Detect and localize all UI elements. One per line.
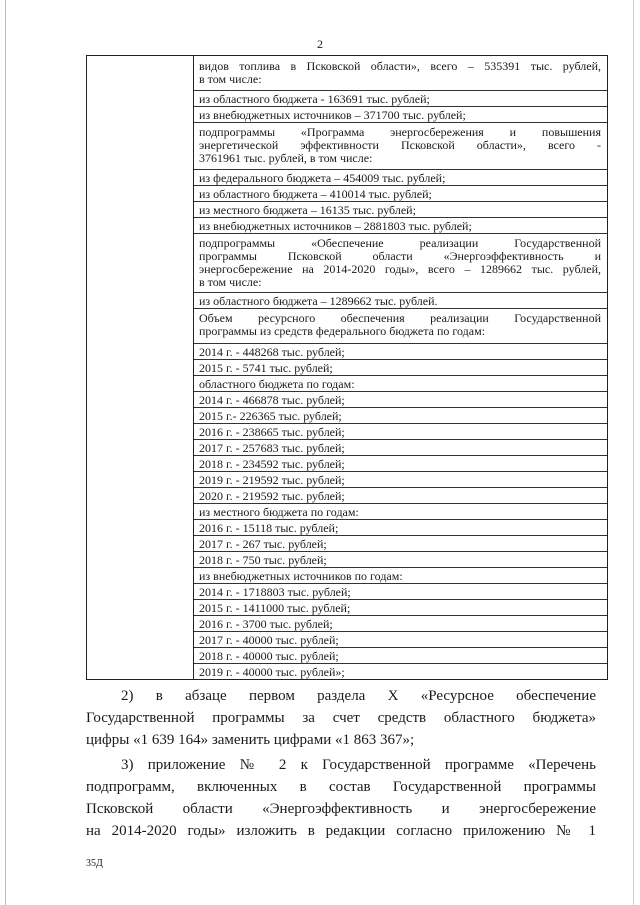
scan-edge-left [5, 0, 6, 905]
paragraph-line: подпрограмм, включенных в состав Государственной программы [86, 779, 596, 795]
paragraph-line: на 2014-2020 годы» изложить в редакции согласно приложению № 1 [86, 823, 596, 839]
table-row [194, 488, 607, 504]
paragraph-line: Псковской области «Энергоэффективность и энергосбережение [86, 801, 596, 817]
table-cell-line: программы Псковской области «Энергоэффективность и [199, 249, 601, 263]
table-cell-line: 2017 г. - 257683 тыс. рублей; [199, 441, 345, 455]
table-cell-line: энергетической эффективности Псковской области», всего - [199, 138, 601, 152]
table-row [194, 616, 607, 632]
table-row [194, 584, 607, 600]
paragraph-item-2 [86, 685, 596, 751]
table-cell-line: из местного бюджета – 16135 тыс. рублей; [199, 203, 416, 217]
table-row [194, 107, 607, 123]
table-right-column [194, 56, 607, 679]
table-row [194, 123, 607, 170]
table-row [194, 170, 607, 186]
table-cell-line: из областного бюджета - 163691 тыс. рублей; [199, 92, 430, 106]
table-cell-line: из областного бюджета – 1289662 тыс. рублей. [199, 294, 438, 308]
table-cell-line: в том числе: [199, 275, 262, 289]
table-row [194, 424, 607, 440]
table-cell-line: из местного бюджета по годам: [199, 505, 359, 519]
table-cell-line: из областного бюджета – 410014 тыс. рублей; [199, 187, 432, 201]
table-cell-line: из внебюджетных источников – 371700 тыс. рублей; [199, 108, 466, 122]
table-cell-line: из внебюджетных источников по годам: [199, 569, 403, 583]
table-cell-line: подпрограммы «Обеспечение реализации Государственной [199, 236, 601, 250]
table-cell-line: программы из средств федерального бюджета по годам: [199, 324, 486, 338]
table-cell-line: 2017 г. - 267 тыс. рублей; [199, 537, 327, 551]
table-row [194, 218, 607, 234]
paragraph-line: Государственной программы за счет средств областного бюджета» [86, 710, 596, 726]
table-row [194, 91, 607, 107]
table-row [194, 504, 607, 520]
table-row [194, 344, 607, 360]
table-row [194, 600, 607, 616]
table-cell-line: из внебюджетных источников – 2881803 тыс. рублей; [199, 219, 472, 233]
table-row [194, 472, 607, 488]
table-row [194, 234, 607, 293]
table-cell-line: 2015 г. - 5741 тыс. рублей; [199, 361, 333, 375]
table-row [194, 202, 607, 218]
table-cell-line: 2016 г. - 238665 тыс. рублей; [199, 425, 345, 439]
paragraph-line: 2) в абзаце первом раздела X «Ресурсное обеспечение [121, 688, 596, 704]
resource-table [86, 55, 608, 680]
scan-edge-right [633, 0, 634, 905]
table-cell-line: подпрограммы «Программа энергосбережения и повышения [199, 125, 601, 139]
table-row [194, 309, 607, 344]
table-cell-line: из федерального бюджета – 454009 тыс. рублей; [199, 171, 446, 185]
paragraph-item-3 [86, 754, 596, 842]
table-cell-line: областного бюджета по годам: [199, 377, 355, 391]
table-cell-line: 2015 г.- 226365 тыс. рублей; [199, 409, 342, 423]
table-cell-line: Объем ресурсного обеспечения реализации Государственной [199, 311, 601, 325]
table-row [194, 552, 607, 568]
table-cell-line: 2018 г. - 234592 тыс. рублей; [199, 457, 345, 471]
table-cell-line: 2019 г. - 219592 тыс. рублей; [199, 473, 345, 487]
table-row [194, 536, 607, 552]
table-cell-line: 2014 г. - 1718803 тыс. рублей; [199, 585, 351, 599]
table-row [194, 293, 607, 309]
table-row [194, 456, 607, 472]
table-row [194, 568, 607, 584]
table-cell-line: 2018 г. - 40000 тыс. рублей; [199, 649, 339, 663]
paragraph-line: цифры «1 639 164» заменить цифрами «1 863 367»; [86, 732, 415, 748]
table-cell-line: в том числе: [199, 72, 262, 86]
table-row [194, 408, 607, 424]
table-cell-line: 2018 г. - 750 тыс. рублей; [199, 553, 327, 567]
footer-code: 35Д [86, 858, 103, 869]
table-cell-line: 2014 г. - 466878 тыс. рублей; [199, 393, 345, 407]
table-row [194, 186, 607, 202]
table-row [194, 648, 607, 664]
table-cell-line: 3761961 тыс. рублей, в том числе: [199, 151, 373, 165]
table-cell-line: видов топлива в Псковской области», всего – 535391 тыс. рублей, [199, 59, 601, 73]
table-row [194, 376, 607, 392]
table-row [194, 664, 607, 680]
table-left-column [87, 56, 194, 679]
table-row [194, 360, 607, 376]
paragraph-line: 3) приложение № 2 к Государственной программе «Перечень [121, 757, 596, 773]
table-row [194, 520, 607, 536]
table-row [194, 440, 607, 456]
table-row [194, 392, 607, 408]
table-row [194, 56, 607, 91]
table-cell-line: энергосбережение на 2014-2020 годы», всего – 1289662 тыс. рублей, [199, 262, 601, 276]
table-cell-line: 2016 г. - 3700 тыс. рублей; [199, 617, 333, 631]
table-cell-line: 2014 г. - 448268 тыс. рублей; [199, 345, 345, 359]
page-number: 2 [317, 37, 323, 51]
table-cell-line: 2015 г. - 1411000 тыс. рублей; [199, 601, 351, 615]
table-cell-line: 2017 г. - 40000 тыс. рублей; [199, 633, 339, 647]
table-cell-line: 2016 г. - 15118 тыс. рублей; [199, 521, 339, 535]
table-row [194, 632, 607, 648]
table-cell-line: 2020 г. - 219592 тыс. рублей; [199, 489, 345, 503]
table-cell-line: 2019 г. - 40000 тыс. рублей»; [199, 665, 345, 679]
